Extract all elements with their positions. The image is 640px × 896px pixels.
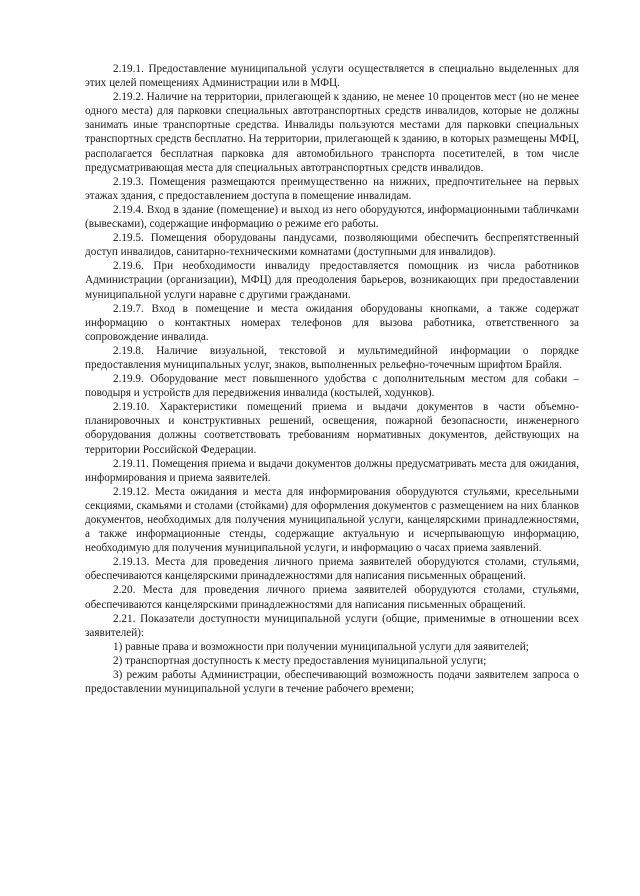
paragraph-2-19-8: 2.19.8. Наличие визуальной, текстовой и мультимедийной информации о порядке предоставления муниципальных услуг, знаков, выполненных рельефно-точечным шрифтом Брайля. bbox=[85, 344, 579, 371]
document-body bbox=[85, 62, 579, 696]
paragraph-2-21: 2.21. Показатели доступности муниципальной услуги (общие, применимые в отношении всех заявителей): bbox=[85, 612, 579, 639]
paragraph-2-19-7: 2.19.7. Вход в помещение и места ожидания оборудованы кнопками, а также содержат информацию о контактных номерах телефонов для вызова работника, ответственного за сопровождение инвалида. bbox=[85, 302, 579, 343]
paragraph-2-19-9: 2.19.9. Оборудование мест повышенного удобства с дополнительным местом для собаки – поводыря и устройств для передвижения инвалида (костылей, ходунков). bbox=[85, 373, 579, 400]
paragraph-2-19-2: 2.19.2. Наличие на территории, прилегающей к зданию, не менее 10 процентов мест (но не менее одного места) для парковки специальных автотранспортных средств инвалидов, которые не должны занимать иные транспортные средства. Инвалиды пользуются местами для парковки специальных транспортных средств бесплатно. На территории, прилегающей к зданию, в которых размещены МФЦ, располагается бесплатная парковка для автомобильного транспорта посетителей, в том числе предусматривающая места для специальных автотранспортных средств инвалидов. bbox=[85, 91, 579, 174]
paragraph-2-19-13: 2.19.13. Места для проведения личного приема заявителей оборудуются столами, стульями, обеспечиваются канцелярскими принадлежностями для написания письменных обращений. bbox=[85, 556, 579, 583]
paragraph-2-19-6: 2.19.6. При необходимости инвалиду предоставляется помощник из числа работников Администрации (организации), МФЦ) для преодоления барьеров, возникающих при предоставлении муниципальной услуги наравне с другими гражданами. bbox=[85, 260, 579, 301]
paragraph-2-19-11: 2.19.11. Помещения приема и выдачи документов должны предусматривать места для ожидания, информирования и приема заявителей. bbox=[85, 457, 579, 484]
paragraph-2-19-4: 2.19.4. Вход в здание (помещение) и выход из него оборудуются, информационными табличками (вывесками), содержащие информацию о режиме его работы. bbox=[85, 203, 579, 231]
paragraph-2-19-5: 2.19.5. Помещения оборудованы пандусами, позволяющими обеспечить беспрепятственный доступ инвалидов, санитарно-техническими комнатами (доступными для инвалидов). bbox=[85, 232, 579, 259]
list-item-1: 1) равные права и возможности при получении муниципальной услуги для заявителей; bbox=[113, 640, 529, 653]
list-item-2: 2) транспортная доступность к месту предоставления муниципальной услуги; bbox=[113, 654, 487, 667]
list-item-3: 3) режим работы Администрации, обеспечивающий возможность подачи заявителем запроса о предоставлении муниципальной услуги в течение рабочего времени; bbox=[85, 669, 579, 696]
paragraph-2-19-12: 2.19.12. Места ожидания и места для информирования оборудуются стульями, кресельными секциями, скамьями и столами (стойками) для оформления документов с размещением на них бланков документов, необходимых для получения муниципальной услуги, канцелярскими принадлежностями, а также информационные стенды, содержащие актуальную и исчерпывающую информацию, необходимую для получения муниципальной услуги, и информацию о часах приема заявлений. bbox=[85, 485, 579, 555]
paragraph-2-19-1: 2.19.1. Предоставление муниципальной услуги осуществляется в специально выделенных для этих целей помещениях Администрации или в МФЦ. bbox=[85, 63, 579, 90]
paragraph-2-20: 2.20. Места для проведения личного приема заявителей оборудуются столами, стульями, обеспечиваются канцелярскими принадлежностями для написания письменных обращений. bbox=[85, 584, 579, 611]
paragraph-2-19-3: 2.19.3. Помещения размещаются преимущественно на нижних, предпочтительнее на первых этажах здания, с предоставлением доступа в помещение инвалидам. bbox=[85, 175, 579, 202]
paragraph-2-19-10: 2.19.10. Характеристики помещений приема и выдачи документов в части объемно-планировочных и конструктивных решений, освещения, пожарной безопасности, инженерного оборудования должны соответствовать требованиям нормативных документов, действующих на территории Российской Федерации. bbox=[85, 401, 579, 456]
